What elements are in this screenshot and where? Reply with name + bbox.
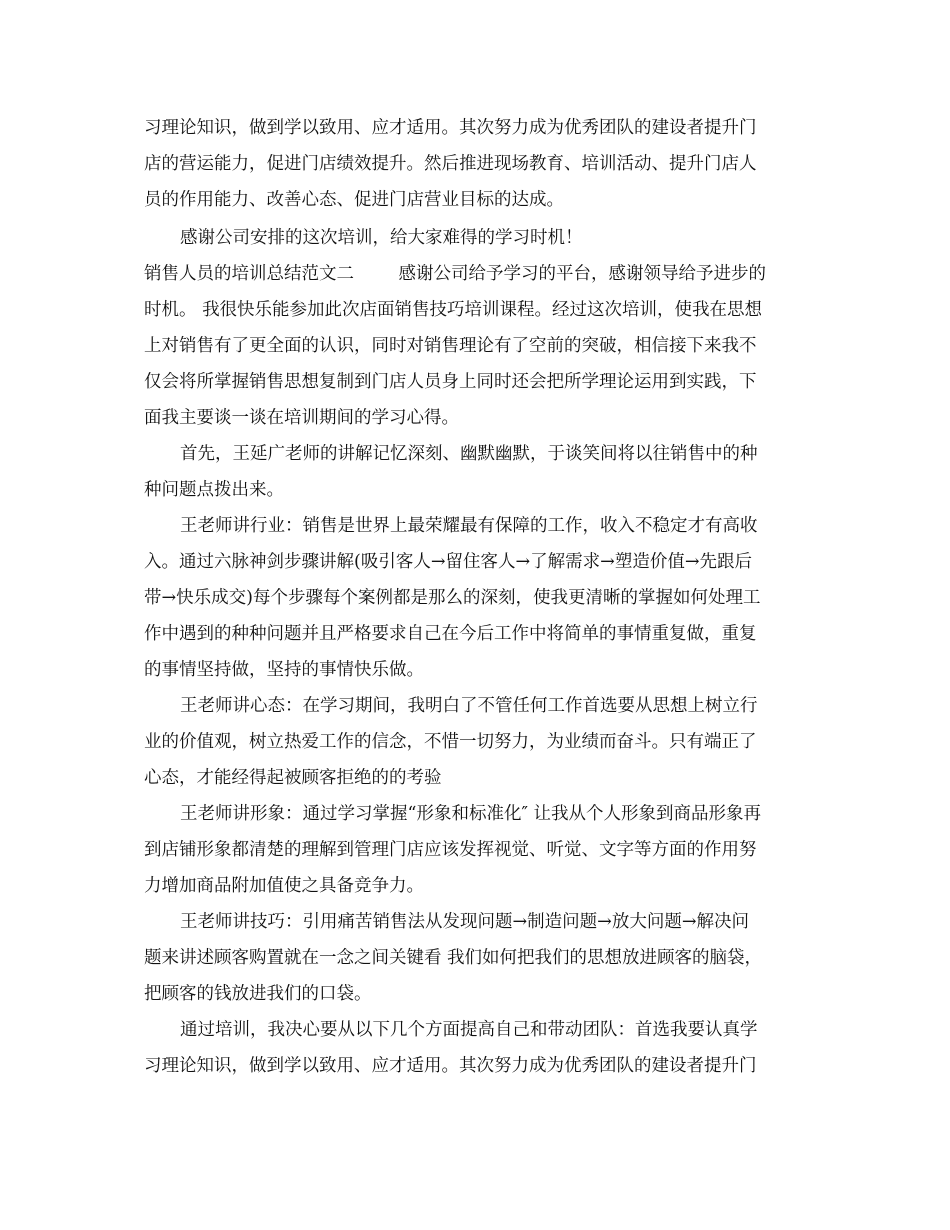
text-line: 的事情坚持做，坚持的事情快乐做。 bbox=[144, 660, 424, 680]
text-line: 面我主要谈一谈在培训期间的学习心得。 bbox=[144, 408, 459, 428]
text-line: 首先，王延广老师的讲解记忆深刻、幽默幽默，于谈笑间将以往销售中的种 bbox=[180, 444, 758, 464]
text-line: 上对销售有了更全面的认识，同时对销售理论有了空前的突破，相信接下来我不 bbox=[144, 336, 757, 356]
text-line: 店的营运能力，促进门店绩效提升。然后推进现场教育、培训活动、提升门店人 bbox=[144, 154, 757, 174]
text-line: 通过培训，我决心要从以下几个方面提高自己和带动团队：首选我要认真学 bbox=[180, 1020, 758, 1040]
text-line: 王老师讲形象：通过学习掌握“形象和标准化″ 让我从个人形象到商品形象再 bbox=[180, 804, 762, 824]
body-text bbox=[144, 110, 806, 1084]
text-line: 入。通过六脉神剑步骤讲解(吸引客人→留住客人→了解需求→塑造价值→先跟后 bbox=[144, 552, 752, 572]
text-line: 题来讲述顾客购置就在一念之间关键看 我们如何把我们的思想放进顾客的脑袋， bbox=[144, 948, 763, 968]
text-line: 带→快乐成交)每个步骤每个案例都是那么的深刻，使我更清晰的掌握如何处理工 bbox=[144, 588, 761, 608]
text-line: 到店铺形象都清楚的理解到管理门店应该发挥视觉、听觉、文字等方面的作用努 bbox=[144, 840, 757, 860]
text-line: 仅会将所掌握销售思想复制到门店人员身上同时还会把所学理论运用到实践，下 bbox=[144, 372, 757, 392]
text-line: 心态，才能经得起被顾客拒绝的的考验 bbox=[144, 768, 442, 788]
text-line: 感谢公司安排的这次培训，给大家难得的学习时机！ bbox=[180, 228, 583, 248]
text-line: 作中遇到的种种问题并且严格要求自己在今后工作中将简单的事情重复做，重复 bbox=[144, 624, 757, 644]
text-line: 王老师讲技巧：引用痛苦销售法从发现问题→制造问题→放大问题→解决问 bbox=[180, 912, 749, 932]
text-line: 业的价值观，树立热爱工作的信念，不惜一切努力，为业绩而奋斗。只有端正了 bbox=[144, 732, 757, 752]
text-line: 王老师讲行业：销售是世界上最荣耀最有保障的工作，收入不稳定才有高收 bbox=[180, 516, 758, 536]
text-line: 习理论知识，做到学以致用、应才适用。其次努力成为优秀团队的建设者提升门 bbox=[144, 118, 757, 138]
text-line: 力增加商品附加值使之具备竞争力。 bbox=[144, 876, 424, 896]
text-line: 种问题点拨出来。 bbox=[144, 480, 284, 500]
text-line: 销售人员的培训总结范文二 感谢公司给予学习的平台，感谢领导给予进步的 bbox=[144, 264, 766, 284]
text-line: 员的作用能力、改善心态、促进门店营业目标的达成。 bbox=[144, 190, 564, 210]
text-line: 把顾客的钱放进我们的口袋。 bbox=[144, 984, 372, 1004]
text-line: 时机。 我很快乐能参加此次店面销售技巧培训课程。经过这次培训，使我在思想 bbox=[144, 300, 763, 320]
text-line: 王老师讲心态：在学习期间，我明白了不管任何工作首选要从思想上树立行 bbox=[180, 696, 758, 716]
text-line: 习理论知识，做到学以致用、应才适用。其次努力成为优秀团队的建设者提升门 bbox=[144, 1056, 757, 1076]
